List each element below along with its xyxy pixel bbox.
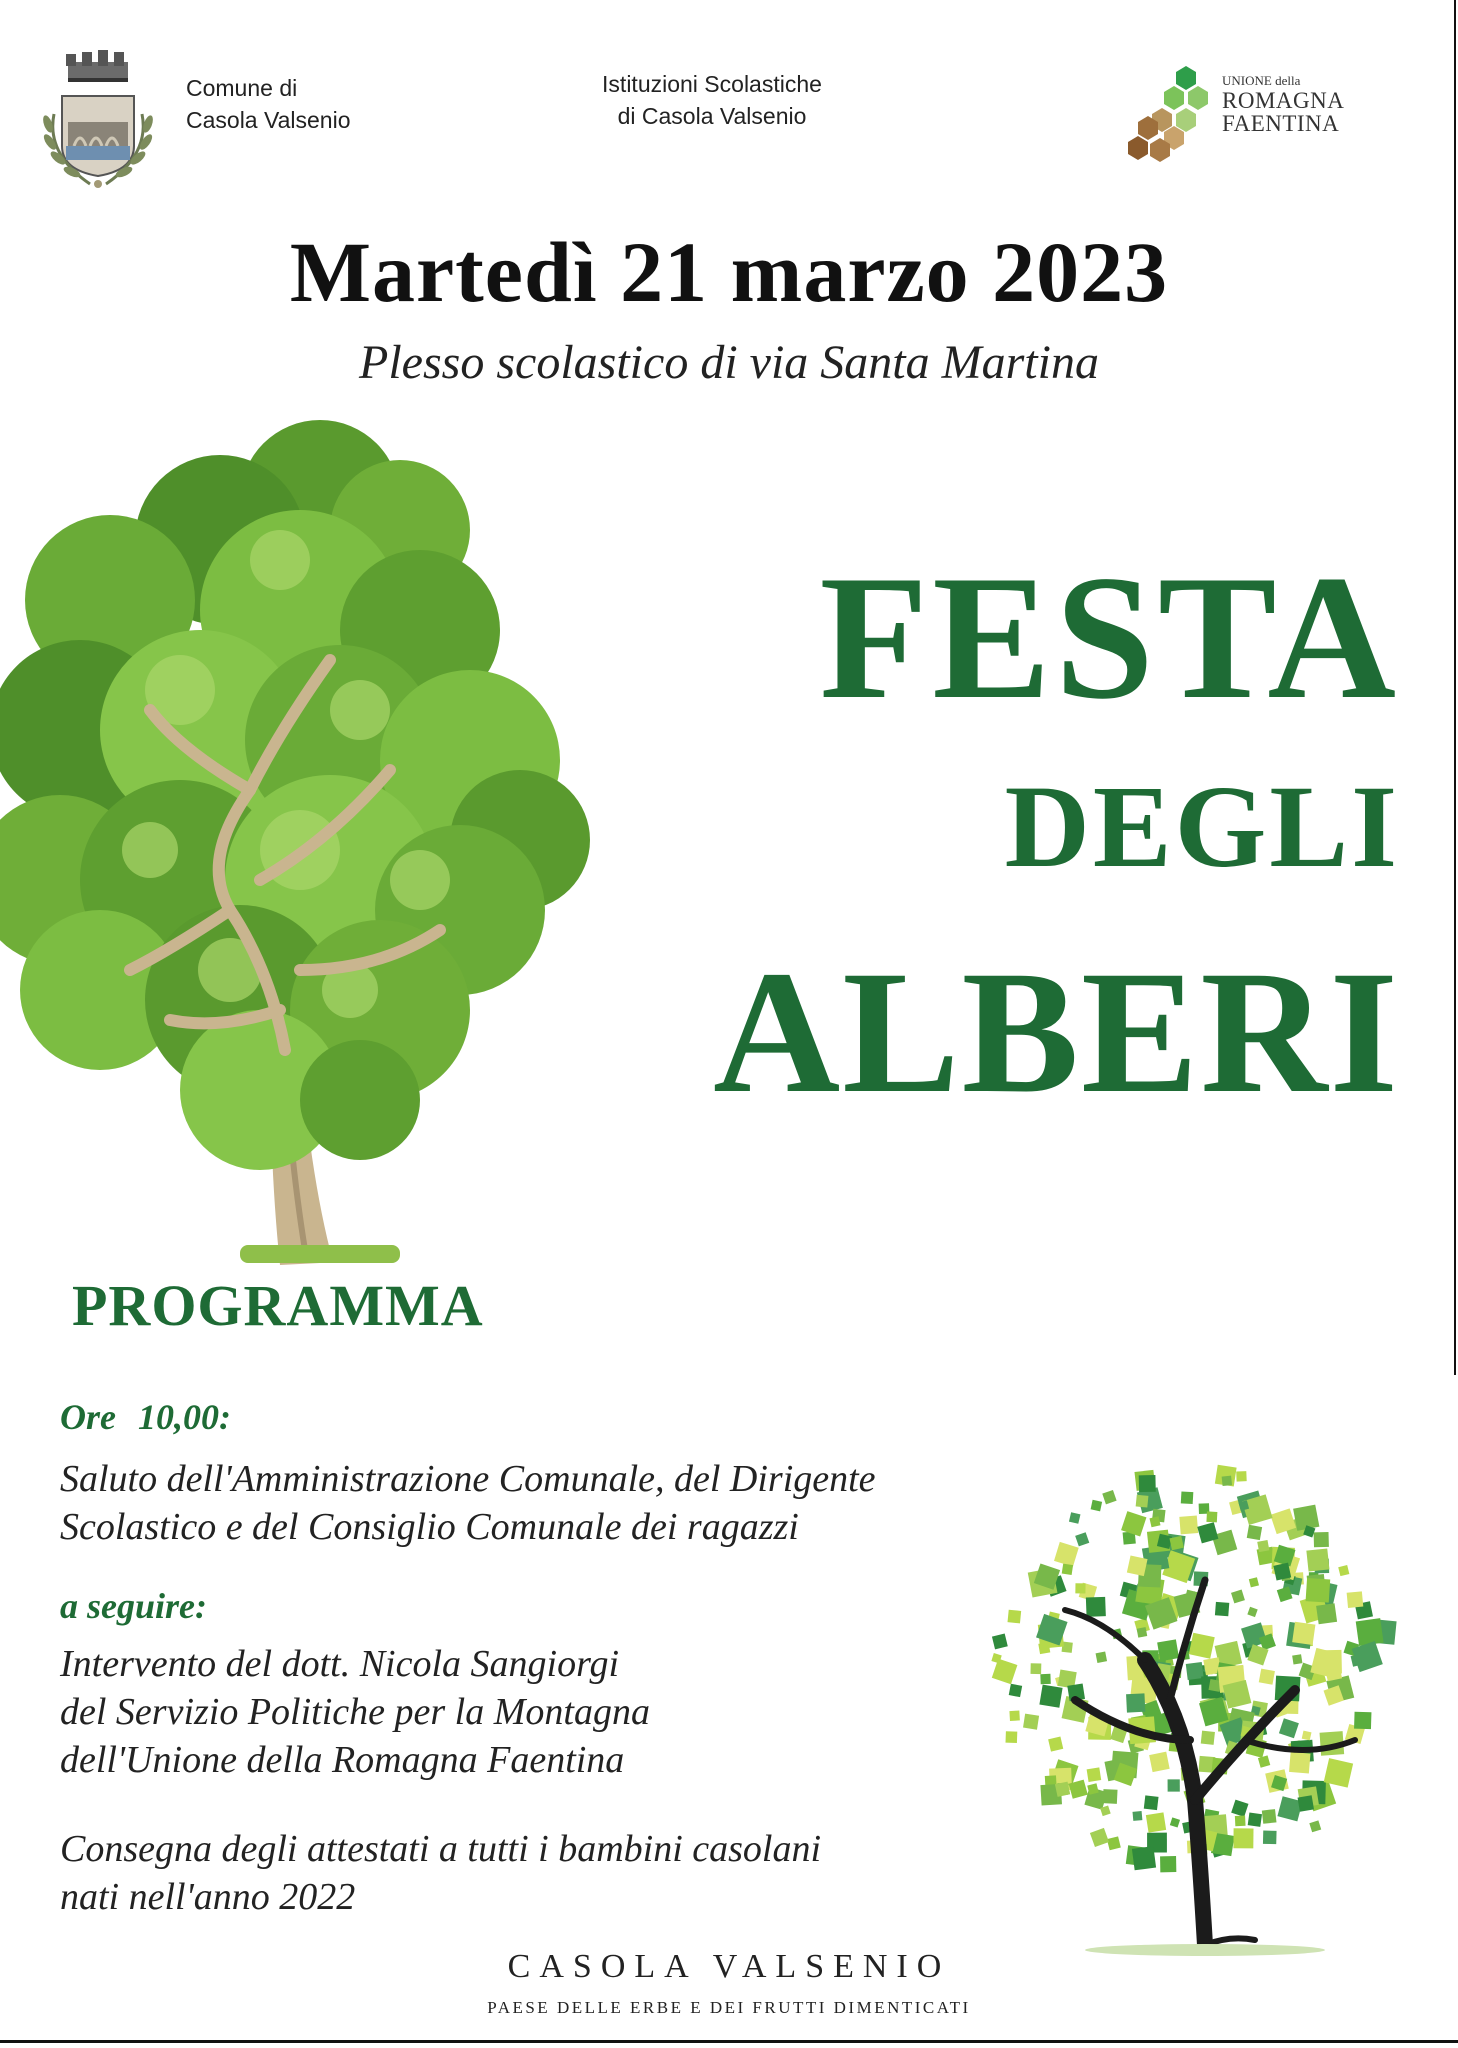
mosaic-leaf-square bbox=[1231, 1590, 1245, 1604]
event-date: Martedì 21 marzo 2023 bbox=[289, 224, 1169, 320]
mosaic-leaf-square bbox=[1201, 1731, 1215, 1745]
mosaic-leaf-square bbox=[1309, 1820, 1321, 1832]
unione-romagna: ROMAGNA bbox=[1222, 88, 1345, 113]
comune-line2: Casola Valsenio bbox=[186, 107, 351, 133]
mosaic-leaf-square bbox=[1263, 1831, 1277, 1845]
mosaic-leaf-square bbox=[1009, 1684, 1022, 1697]
mosaic-leaf-square bbox=[1292, 1622, 1315, 1645]
mosaic-leaf-square bbox=[1316, 1603, 1337, 1624]
mosaic-leaf-square bbox=[1215, 1602, 1229, 1616]
mosaic-leaf-square bbox=[1096, 1652, 1108, 1664]
mosaic-leaf-square bbox=[1248, 1812, 1262, 1826]
mosaic-leaf-square bbox=[1257, 1540, 1269, 1552]
mosaic-leaf-square bbox=[1091, 1500, 1103, 1512]
mosaic-leaf-square bbox=[1054, 1542, 1079, 1567]
mosaic-leaf-square bbox=[1292, 1654, 1302, 1664]
mosaic-leaf-square bbox=[1126, 1693, 1145, 1712]
mosaic-leaf-square bbox=[1139, 1475, 1156, 1492]
consegna-line1: Consegna degli attestati a tutti i bambini casolani bbox=[60, 1828, 822, 1870]
mosaic-leaf-square bbox=[1222, 1476, 1232, 1486]
mosaic-leaf-square bbox=[1030, 1663, 1041, 1674]
mosaic-leaf-square bbox=[1258, 1755, 1270, 1767]
mosaic-tree-illustration-icon bbox=[955, 1440, 1425, 1960]
mosaic-leaf-square bbox=[1039, 1685, 1062, 1708]
footer-brand: CASOLA VALSENIO bbox=[507, 1948, 951, 1985]
mosaic-leaf-square bbox=[1259, 1669, 1275, 1685]
mosaic-leaf-square bbox=[1157, 1639, 1179, 1661]
mosaic-leaf-square bbox=[1132, 1846, 1156, 1870]
a-seguire-label: a seguire: bbox=[60, 1586, 207, 1626]
mosaic-leaf-square bbox=[1103, 1789, 1118, 1804]
ore-label bbox=[60, 1396, 231, 1438]
istituzioni-label bbox=[562, 68, 862, 132]
mosaic-leaf-square bbox=[1075, 1583, 1085, 1593]
mosaic-leaf-square bbox=[1306, 1578, 1331, 1603]
intervento-text bbox=[60, 1640, 960, 1784]
mosaic-leaf-square bbox=[992, 1634, 1008, 1650]
event-place: Plesso scolastico di via Santa Martina bbox=[359, 336, 1099, 389]
mosaic-leaf-square bbox=[1279, 1718, 1299, 1738]
mosaic-leaf-square bbox=[1107, 1836, 1121, 1850]
page-border-right bbox=[1454, 0, 1456, 1375]
mosaic-leaf-square bbox=[1137, 1627, 1148, 1638]
mosaic-leaf-square bbox=[1236, 1471, 1247, 1482]
mosaic-leaf-square bbox=[1008, 1610, 1022, 1624]
mosaic-leaf-square bbox=[1102, 1490, 1116, 1504]
saluto-text bbox=[60, 1455, 1020, 1551]
consegna-line2: nati nell'anno 2022 bbox=[60, 1876, 356, 1918]
mosaic-leaf-square bbox=[1146, 1812, 1166, 1832]
mosaic-leaf-square bbox=[1249, 1577, 1259, 1587]
mosaic-leaf-square bbox=[1186, 1662, 1204, 1680]
mosaic-leaf-square bbox=[1179, 1516, 1198, 1535]
oak-tree-illustration-icon bbox=[0, 410, 600, 1270]
mosaic-leaf-square bbox=[1235, 1816, 1246, 1827]
comune-label bbox=[186, 72, 351, 136]
title-degli: DEGLI bbox=[1004, 761, 1400, 892]
mosaic-leaf-square bbox=[1075, 1532, 1089, 1546]
ore-time: 10,00: bbox=[138, 1397, 231, 1437]
mosaic-leaf-square bbox=[1160, 1856, 1176, 1872]
mosaic-leaf-square bbox=[992, 1659, 1018, 1685]
mosaic-leaf-square bbox=[1356, 1618, 1384, 1646]
mosaic-leaf-square bbox=[1144, 1795, 1159, 1810]
mosaic-leaf-square bbox=[1354, 1712, 1371, 1729]
consegna-text bbox=[60, 1825, 1020, 1921]
programma-heading: PROGRAMMA bbox=[72, 1273, 484, 1338]
comune-crest-icon bbox=[18, 24, 178, 204]
page-border-bottom bbox=[0, 2040, 1458, 2043]
mosaic-leaf-square bbox=[1040, 1674, 1050, 1684]
unione-hexagon-logo-icon bbox=[1112, 62, 1222, 172]
mosaic-leaf-square bbox=[1347, 1591, 1364, 1608]
mosaic-leaf-square bbox=[1087, 1767, 1102, 1782]
mosaic-leaf-square bbox=[1338, 1565, 1349, 1576]
mosaic-leaf-square bbox=[1306, 1548, 1329, 1571]
mosaic-leaf-square bbox=[1168, 1779, 1180, 1791]
mosaic-leaf-square bbox=[1231, 1800, 1248, 1817]
mosaic-leaf-square bbox=[1090, 1828, 1109, 1847]
mosaic-leaf-square bbox=[1069, 1512, 1081, 1524]
mosaic-leaf-square bbox=[1023, 1714, 1039, 1730]
intervento-line2: del Servizio Politiche per la Montagna bbox=[60, 1691, 650, 1733]
comune-line1: Comune di bbox=[186, 75, 298, 101]
mosaic-leaf-square bbox=[1247, 1525, 1262, 1540]
mosaic-leaf-square bbox=[1302, 1731, 1312, 1741]
mosaic-leaf-square bbox=[1273, 1563, 1291, 1581]
mosaic-leaf-square bbox=[1055, 1782, 1070, 1797]
istituzioni-line2: di Casola Valsenio bbox=[617, 103, 807, 129]
mosaic-leaf-square bbox=[1136, 1495, 1149, 1508]
saluto-line1: Saluto dell'Amministrazione Comunale, del Dirigente bbox=[60, 1458, 876, 1500]
intervento-line1: Intervento del dott. Nicola Sangiorgi bbox=[60, 1643, 620, 1685]
mosaic-leaf-square bbox=[1149, 1752, 1169, 1772]
mosaic-leaf-square bbox=[1262, 1809, 1277, 1824]
footer-tagline: PAESE DELLE ERBE E DEI FRUTTI DIMENTICATI bbox=[487, 1998, 971, 2017]
mosaic-leaf-square bbox=[1133, 1811, 1143, 1821]
saluto-line2: Scolastico e del Consiglio Comunale dei ragazzi bbox=[60, 1506, 799, 1548]
mosaic-leaf-square bbox=[1006, 1731, 1018, 1743]
mosaic-leaf-square bbox=[1181, 1491, 1194, 1504]
unione-small: UNIONE della bbox=[1222, 73, 1301, 88]
mosaic-leaf-square bbox=[1233, 1828, 1253, 1848]
ore-word: Ore bbox=[60, 1397, 116, 1437]
mosaic-leaf-square bbox=[1086, 1597, 1106, 1617]
title-festa: FESTA bbox=[819, 538, 1400, 736]
mosaic-leaf-square bbox=[1314, 1532, 1329, 1547]
mosaic-leaf-square bbox=[1298, 1795, 1314, 1811]
mosaic-leaf-square bbox=[1169, 1536, 1183, 1550]
intervento-line3: dell'Unione della Romagna Faentina bbox=[60, 1739, 625, 1781]
mosaic-leaf-square bbox=[1038, 1642, 1050, 1654]
istituzioni-line1: Istituzioni Scolastiche bbox=[602, 71, 822, 97]
mosaic-leaf-square bbox=[1127, 1555, 1148, 1576]
mosaic-leaf-square bbox=[1189, 1633, 1215, 1659]
mosaic-leaf-square bbox=[1289, 1752, 1310, 1773]
mosaic-leaf-square bbox=[1170, 1817, 1180, 1827]
mosaic-leaf-square bbox=[1206, 1511, 1217, 1522]
unione-faentina: FAENTINA bbox=[1222, 111, 1340, 136]
mosaic-leaf-square bbox=[1247, 1607, 1257, 1617]
mosaic-leaf-square bbox=[1048, 1737, 1063, 1752]
mosaic-leaf-square bbox=[1325, 1664, 1342, 1681]
mosaic-leaf-square bbox=[1009, 1711, 1019, 1721]
title-alberi: ALBERI bbox=[713, 935, 1400, 1130]
unione-label bbox=[1222, 74, 1344, 135]
mosaic-leaf-square bbox=[1062, 1564, 1073, 1575]
